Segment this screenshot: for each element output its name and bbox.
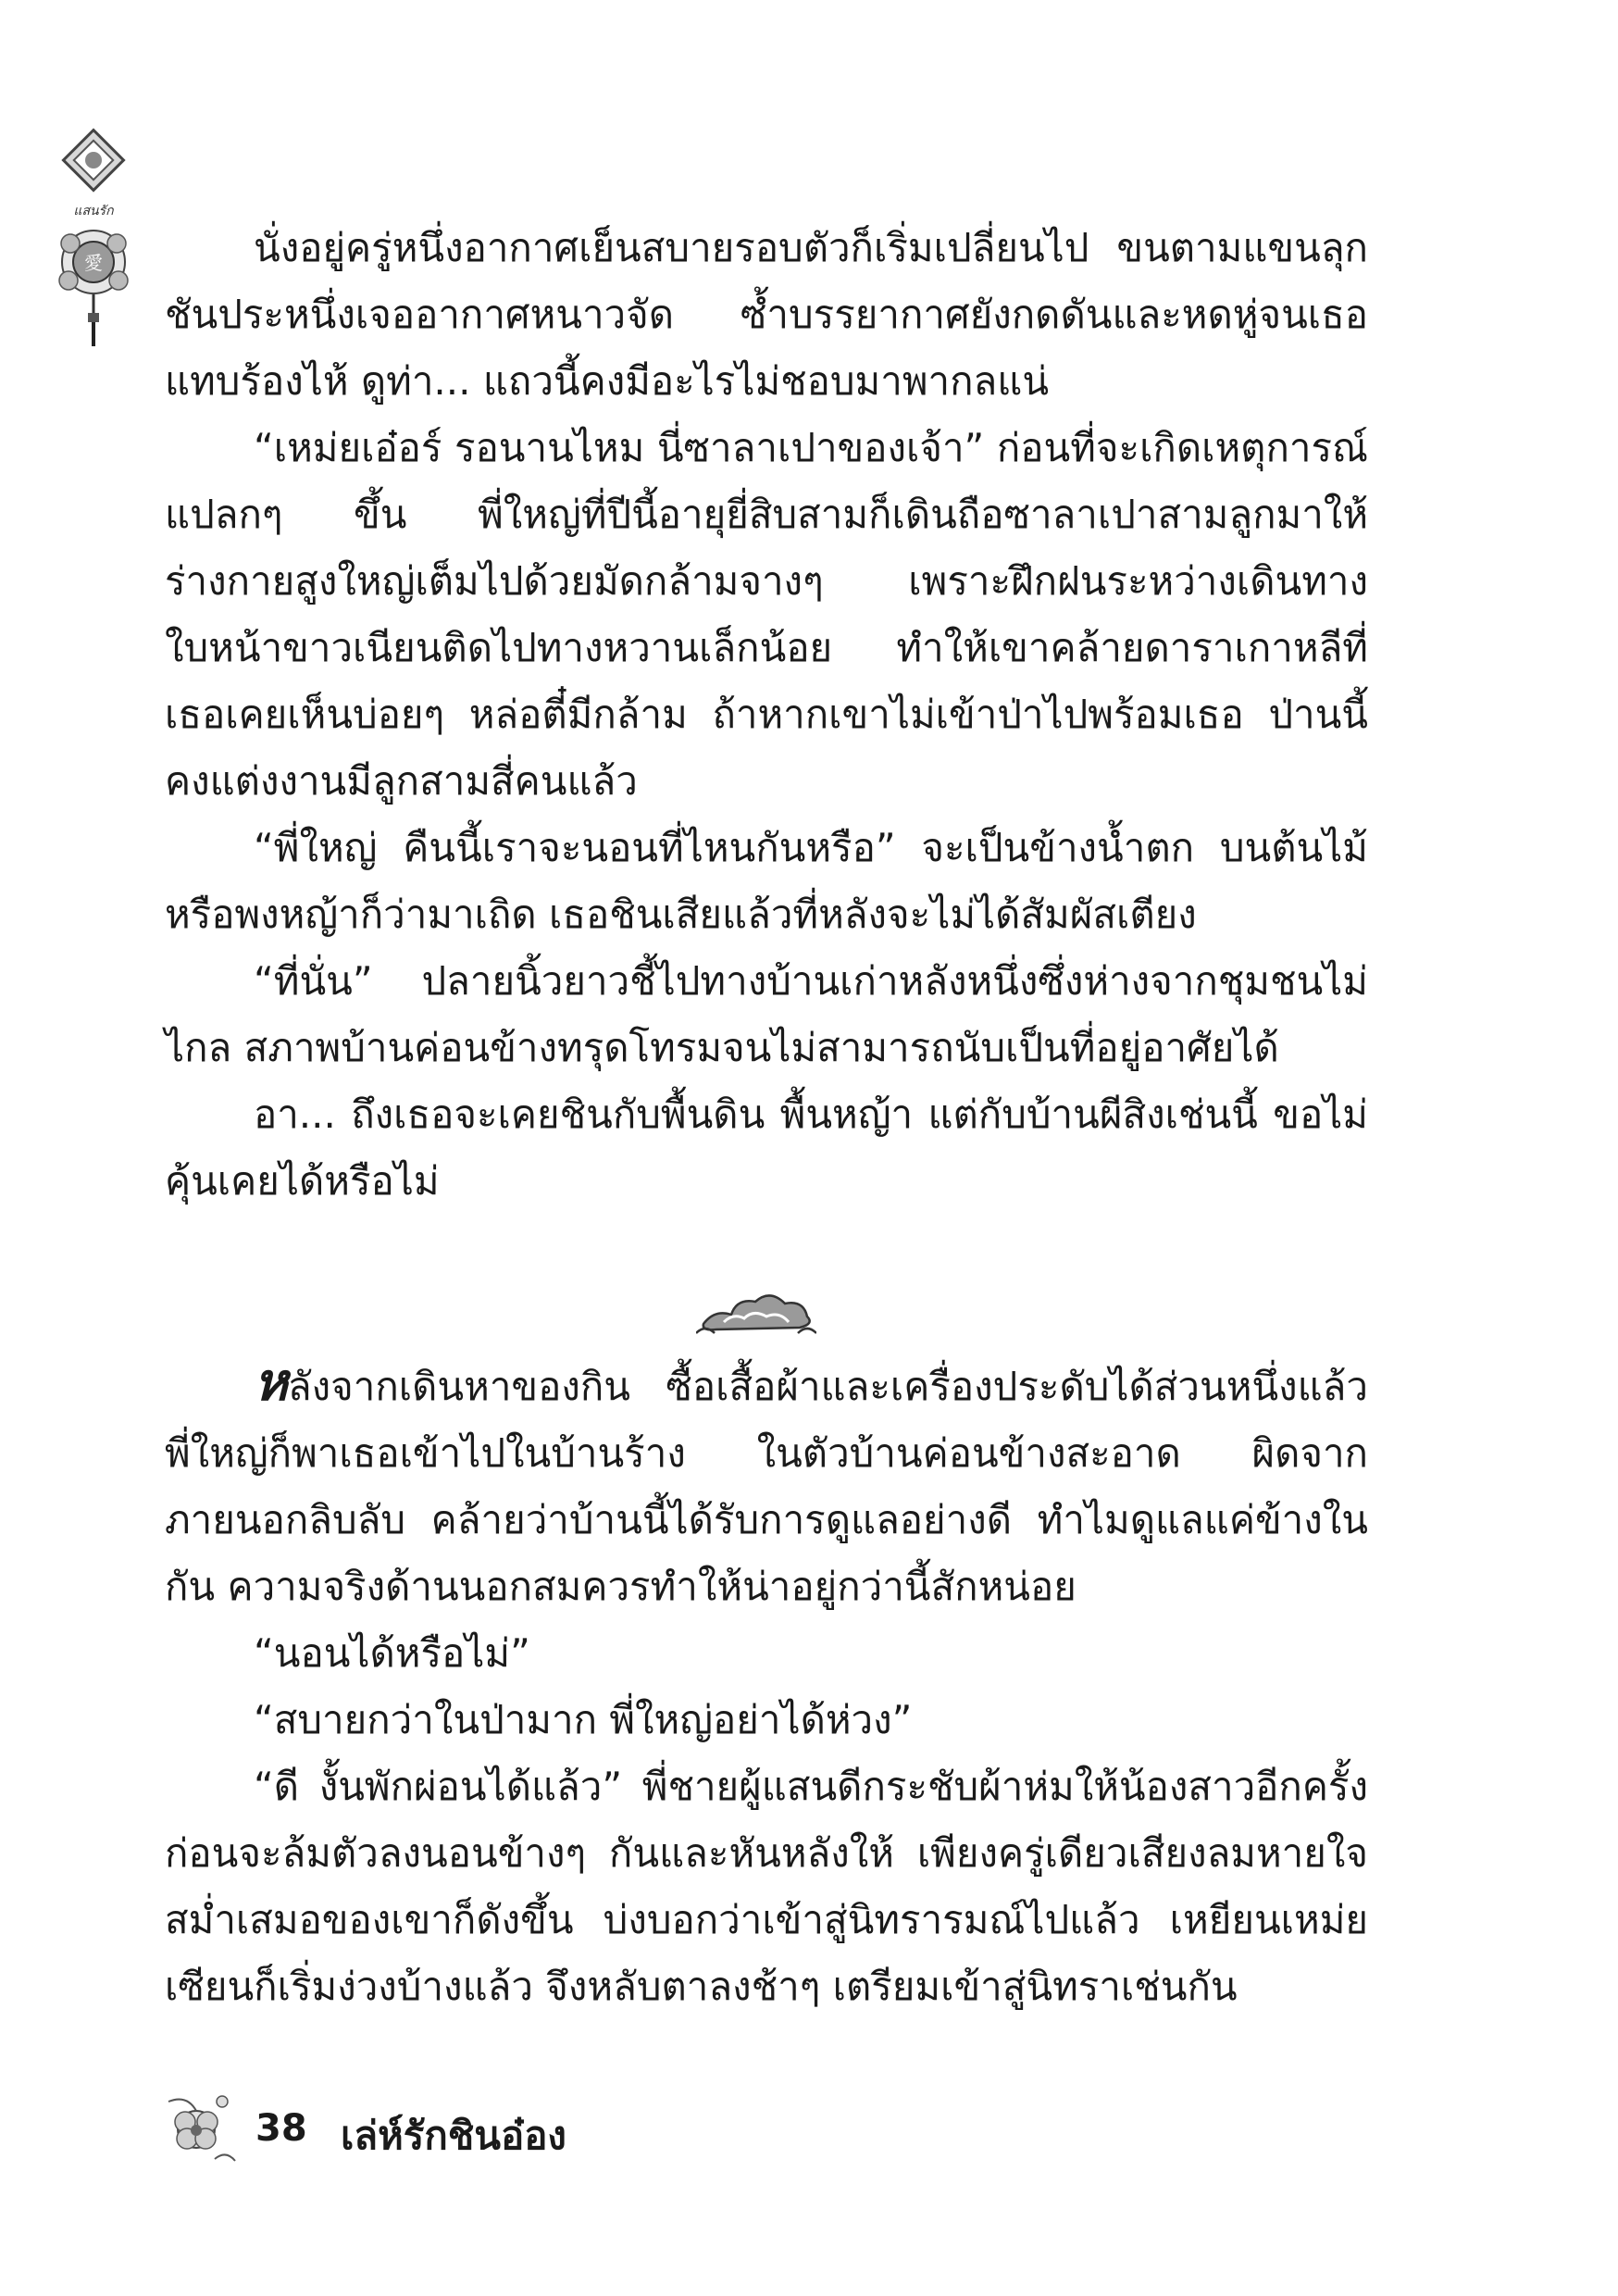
logo-emblem: 愛: [84, 252, 103, 274]
book-title: เล่ห์รักชินอ๋อง: [341, 2113, 566, 2158]
section-2: [165, 1354, 1368, 2020]
paragraph-9: “ดี งั้นพักผ่อนได้แล้ว” พี่ชายผู้แสนดีกระชับผ้าห่มให้น้องสาวอีกครั้งก่อนจะล้มตัวลงนอนข้างๆ กันและหันหลังให้ เพียงครู่เดียวเสียงลมหายใจสม่ำเสมอของเขาก็ดังขึ้น บ่งบอกว่าเข้าสู่นิทรารมณ์ไปแล้ว เหยียนเหม่ยเซียนก็เริ่มง่วงบ้างแล้ว จึงหลับตาลงช้าๆ เตรียมเข้าสู่นิทราเช่นกัน: [165, 1764, 1368, 2009]
paragraph-6: [165, 1354, 1368, 1620]
paragraph-1: นั่งอยู่ครู่หนึ่งอากาศเย็นสบายรอบตัวก็เริ่มเปลี่ยนไป ขนตามแขนลุกชันประหนึ่งเจออากาศหนาวจัด ซ้ำบรรยากาศยังกดดันและหดหู่จนเธอแทบร้องไห้ ดูท่า... แถวนี้คงมีอะไรไม่ชอบมาพากลแน่: [165, 225, 1368, 404]
paragraph-5: อา... ถึงเธอจะเคยชินกับพื้นดิน พื้นหญ้า แต่กับบ้านผีสิงเช่นนี้ ขอไม่คุ้นเคยได้หรือไม่: [165, 1092, 1368, 1204]
section-1: [165, 215, 1368, 1215]
drop-cap: ห: [254, 1353, 288, 1413]
paragraph-4: “ที่นั่น” ปลายนิ้วยาวชี้ไปทางบ้านเก่าหลังหนึ่งซึ่งห่างจากชุมชนไม่ไกล สภาพบ้านค่อนข้างทรุดโทรมจนไม่สามารถนับเป็นที่อยู่อาศัยได้: [165, 958, 1368, 1070]
paragraph-7: “นอนได้หรือไม่”: [254, 1630, 530, 1676]
paragraph-8: “สบายกว่าในป่ามาก พี่ใหญ่อย่าได้ห่วง”: [254, 1697, 913, 1742]
paragraph-3: “พี่ใหญ่ คืนนี้เราจะนอนที่ไหนกันหรือ” จะเป็นข้างน้ำตก บนต้นไม้ หรือพงหญ้าก็ว่ามาเถิด เธอชินเสียแล้วที่หลังจะไม่ได้สัมผัสเตียง: [165, 825, 1368, 937]
paragraph-2: “เหม่ยเอ๋อร์ รอนานไหม นี่ซาลาเปาของเจ้า” ก่อนที่จะเกิดเหตุการณ์แปลกๆ ขึ้น พี่ใหญ่ที่ปีนี้อายุยี่สิบสามก็เดินถือซาลาเปาสามลูกมาให้ ร่างกายสูงใหญ่เต็มไปด้วยมัดกล้ามจางๆ เพราะฝึกฝนระหว่างเดินทาง ใบหน้าขาวเนียนติดไปทางหวานเล็กน้อย ทำให้เขาคล้ายดาราเกาหลีที่เธอเคยเห็นบ่อยๆ หล่อตี๋มีกล้าม ถ้าหากเขาไม่เข้าป่าไปพร้อมเธอ ป่านนี้คงแต่งงานมีลูกสามสี่คนแล้ว: [165, 425, 1368, 804]
logo-text: แสนรัก: [73, 204, 114, 218]
flower-icon: [159, 2085, 239, 2168]
paragraph-6-text: ลังจากเดินหาของกิน ซื้อเสื้อผ้าและเครื่องประดับได้ส่วนหนึ่งแล้ว พี่ใหญ่ก็พาเธอเข้าไปในบ้านร้าง ในตัวบ้านค่อนข้างสะอาด ผิดจากภายนอกลิบลับ คล้ายว่าบ้านนี้ได้รับการดูแลอย่างดี ทำไมดูแลแค่ข้างในกัน ความจริงด้านนอกสมควรทำให้น่าอยู่กว่านี้สักหน่อย: [165, 1364, 1368, 1609]
page-number: 38: [255, 2107, 307, 2150]
page-footer: [159, 2085, 807, 2168]
floral-ornament-icon: [52, 128, 135, 350]
cloud-divider-icon: [696, 1287, 816, 1341]
